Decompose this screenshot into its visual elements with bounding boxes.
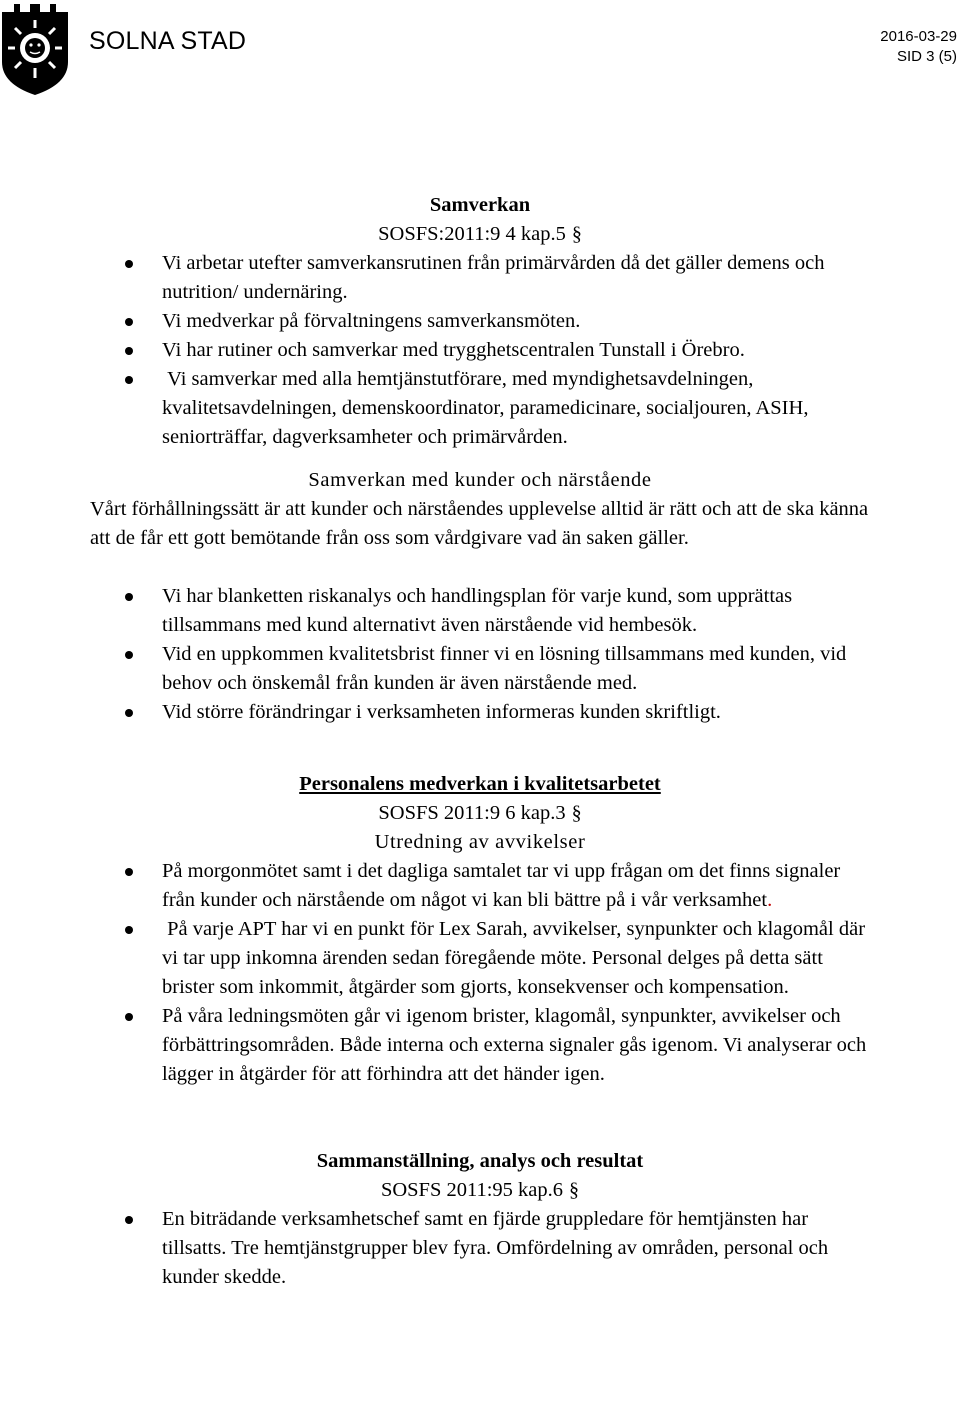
list-item: Vid större förändringar i verksamheten informeras kunden skriftligt. xyxy=(90,698,870,727)
section-ref-sammanstallning xyxy=(90,1176,870,1205)
section-symbol: § xyxy=(569,1179,580,1201)
section-symbol: § xyxy=(571,223,582,245)
section-title-sammanstallning: Sammanställning, analys och resultat xyxy=(316,1150,644,1172)
list-item: Vid en uppkommen kvalitetsbrist finner vi en lösning tillsammans med kunden, vid behov och önskemål från kunden är även närstående med. xyxy=(90,640,870,698)
samverkan-list xyxy=(90,249,870,452)
solna-coat-of-arms-icon xyxy=(0,0,70,96)
list-item-text: På morgonmötet samt i det dagliga samtalet tar vi upp frågan om det finns signaler från kunder och närstående om något vi kan bli bättre på i vår verksamhet xyxy=(162,860,841,911)
organization-name: SOLNA STAD xyxy=(89,27,247,55)
personal-list xyxy=(90,857,870,1089)
list-item: Vi har blanketten riskanalys och handlingsplan för varje kund, som upprättas tillsammans med kund alternativt även närstående vid hembesök. xyxy=(90,582,870,640)
list-item: På varje APT har vi en punkt för Lex Sarah, avvikelser, synpunkter och klagomål där vi tar upp inkomna ärenden sedan föregående möte. Personal delges på detta sätt brister som inkommit, åtgärder som gjorts, konsekvenser och kompensation. xyxy=(90,915,870,1002)
section-subtitle-avvikelser: Utredning av avvikelser xyxy=(374,831,586,853)
section-symbol: § xyxy=(571,802,582,824)
document-meta xyxy=(880,27,957,67)
list-item xyxy=(90,857,870,915)
document-date: 2016-03-29 xyxy=(880,28,957,45)
list-item: En biträdande verksamhetschef samt en fjärde gruppledare för hemtjänsten har tillsatts. Tre hemtjänstgrupper blev fyra. Omfördelning av områden, personal och kunder skedde. xyxy=(90,1205,870,1292)
section-title-personal: Personalens medverkan i kvalitetsarbetet xyxy=(299,773,661,795)
sammanstallning-list xyxy=(90,1205,870,1292)
page-number: SID 3 (5) xyxy=(896,48,957,65)
section-title-kunder: Samverkan med kunder och närstående xyxy=(308,469,652,491)
ref-text: SOSFS 2011:95 kap.6 xyxy=(380,1179,564,1201)
section-title-samverkan: Samverkan xyxy=(429,194,531,216)
ref-text: SOSFS 2011:9 6 kap.3 xyxy=(378,802,566,824)
section-ref-samverkan xyxy=(90,220,870,249)
document-content xyxy=(90,191,870,1292)
list-item: På våra ledningsmöten går vi igenom brister, klagomål, synpunkter, avvikelser och förbättringsområden. Både interna och externa signaler gås igenom. Vi analyserar och lägger in åtgärder för att förhindra att det händer igen. xyxy=(90,1002,870,1089)
list-item: Vi medverkar på förvaltningens samverkansmöten. xyxy=(90,307,870,336)
list-item: Vi har rutiner och samverkar med trygghetscentralen Tunstall i Örebro. xyxy=(90,336,870,365)
list-item-tail: . xyxy=(767,889,773,911)
list-item: Vi samverkar med alla hemtjänstutförare, med myndighetsavdelningen, kvalitetsavdelningen, demenskoordinator, paramedicinare, socialjouren, ASIH, seniorträffar, dagverksamheter och primärvården. xyxy=(90,365,870,452)
ref-text: SOSFS:2011:9 4 kap.5 xyxy=(378,223,566,245)
list-item: Vi arbetar utefter samverkansrutinen från primärvården då det gäller demens och nutrition/ undernäring. xyxy=(90,249,870,307)
section-ref-personal xyxy=(90,799,870,828)
paragraph: Vårt förhållningssätt är att kunder och närståendes upplevelse alltid är rätt och att de ska känna att de får ett gott bemötande från oss som vårdgivare vad än saken gäller. xyxy=(90,498,869,549)
kunder-list xyxy=(90,582,870,727)
